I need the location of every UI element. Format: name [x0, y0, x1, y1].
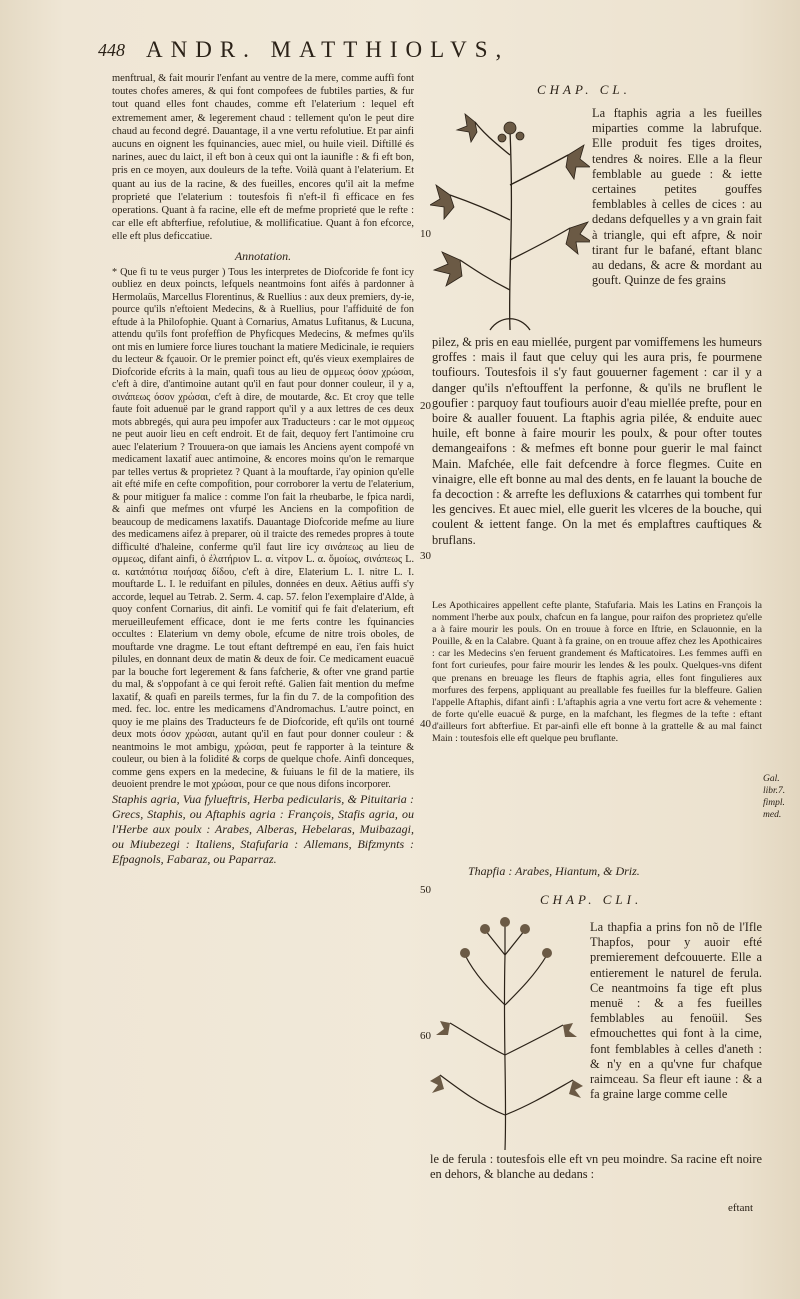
staphis-agria-woodcut: [430, 110, 590, 335]
thapsia-woodcut: [425, 915, 585, 1155]
line-number-20: 20: [420, 400, 431, 412]
chapter-151-heading: CHAP. CLI.: [540, 892, 643, 907]
line-number-50: 50: [420, 884, 431, 896]
chapter-151-text-beside-figure: La thapfia a prins fon nõ de l'Ifle Thapfos, pour y auoir efté premierement defcouuerte. Elle a entierement le naturel de ferula. Ce neantmoins fa tige eft plus menuë : & a fes fueilles femblables au fenoüil. Ses efmouchettes qui font à la cime, font femblables à celles d'aneth : & n'y en a qu'vne fur chafque raimceau. Sa fleur eft iaune : & a fa graine large comme celle: [590, 920, 762, 1102]
annotation-heading: Annotation.: [234, 248, 292, 263]
chapter-150-commentary: Les Apothicaires appellent cefte plante, Stafufaria. Mais les Latins en François la nomment l'herbe aux poulx, chafcun en fa langue, pour raifon des proprietez qu'elle a à faire mourir les pouls. On en trouue à force en Iftrie, en Sclauonnie, en la Pouille, & en la Calabre. Quant à fa graine, on en trouue affez chez les Apothicaires : car les Medecins s'en feruent grandement és Mafticatoires. Les femmes auffi en font fort curieufes, pour faire mourir les lendes & les poulx. Quelques-vns difent que prenans en breuage les fleurs de ftaphis agria, elles font fingulieres aux morfures des ferpens, appliquant au preallable fes fueilles fur la bleffeure. Galien l'appelle Aftaphis, difant ainfi : L'aftaphis agria a vne vertu fort acre & vehemente : de forte qu'elle euacuë & purge, en la mafchant, les flegmes de la tefte : eftant d'ailleurs fort abfterfiue. Et par-ainfi elle eft bonne à la grattelle & au mal fainct Main : toutesfois elle eft quelque peu bruflante.: [432, 600, 762, 745]
staphis-names: Staphis agria, Vua fylueftris, Herba pedicularis, & Pituitaria : Grecs, Staphis, ou Aftaphis agria : François, Stafis agria, ou l'Herbe aux poulx : Arabes, Alberas, Hebelaras, Muibazagi, ou Miubezegi : Italiens, Stafufaria : Allemans, Bifzmynts : Efpagnols, Fabaraz, ou Paparraz.: [112, 791, 414, 866]
chapter-151-text: le de ferula : toutesfois elle eft vn peu moindre. Sa racine eft noire en dehors, & blanche au dedans :: [430, 1152, 762, 1182]
line-number-40: 40: [420, 718, 431, 730]
chapter-150-text-beside-figure: La ftaphis agria a les fueilles miparties comme la labrufque. Elle produit fes tiges droites, tendres & noires. Elle a la fleur femblable au guede : & iette certaines petites gouffes femblables à celles de cices : au dedans defquelles y a vn grain fait à triangle, qui eft afpre, & noir tirant fur le bafané, eftant blanc au dedans, & acre & mordant au gouft. Quinze de fes grains: [592, 106, 762, 288]
line-number-30: 30: [420, 550, 431, 562]
page-number: 448: [98, 40, 125, 60]
annotation-text: * Que fi tu te veus purger ) Tous les interpretes de Diofcoride fe font icy oubliez en deux poincts, lefquels neantmoins font aifés à pardonner à Hermolaüs, Marcellus Florentinus, & Ruellius : aux deux premiers, dy-ie, pource qu'ils n'eftoient Medecins, & à Ruellius, pour l'affiduité de fon eftude à la Philofophie. Quant à Cornarius, Amatus Lufitanus, & Lucuna, attendu qu'ils font profeffion de Phyficques Medecins, & mefmes qu'ils ont mis en lumiere force liures touchant la matiere Medicinale, ie requiers du lecteur & fçauoir. Or le premier poinct eft, qu'és vieux exemplaires de Diofcoride efcrits à la main, quafi tous au lieu de σμμεως όσον χρώσαι, c'eft à dire, d'antimoine autant qu'il en faut pour donner couleur, il y a, σινάπεως όσον χρώσαι, c'eft à dire, de moutarde, &c. Et croy que telle faute foit aduenuë par le grand rapport qu'il y a aux lettres de ces deux mots abbregés, qui aura peu impofer aux Traducteurs : car le mot σμμεως ne peut auoir lieu en ceft endroit. Et de fait, dequoy fert l'antimoine cru auec l'elaterium ? Trouuera-on que iamais les Anciens ayent compofé vn medicament laxatif auec antimoine, & encores moins qu'on le remarque par telles vertus & proprietez ? Quant à la mouftarde, i'ay opinion qu'elle ait efté mife en cefte compofition, pour corroborer la vertu de l'elaterium, & pour mitiguer fa malice : comme l'on fait la rheubarbe, le fpica nardi, & ainfi que mefmes ont vfurpé les Anciens en la compofition de beaucoup de medicamens laxatifs. Dauantage Diofcoride mefme au liure des medicamens aifez à preparer, où il traicte des remedes propres à toute difficulté d'haleine, conferme qu'il faut lire icy σινάπεως au lieu de σμμεως, difant ainfi, ὁ ἐλατήριον L. α. νίτρον L. α. ὅμοίως, σινάπεως L. α. κατάπότια ποιήσας δίδου, c'eft à dire, Elaterium L. I. nitre L. I. mouftarde L. I. le reduifant en pilules, données en deux. Aëtius auffi s'y accorde, lequel au Tetrab. 2. Serm. 4. cap. 57. felon l'exemplaire d'Alde, à quoy confent Cornarius, dit ainfi. Le vomitif qui fe fait d'elaterium, eft merueilleufement efficace, dont ie me ferts contre les fquinancies occultes : Elaterium vn demy obole, efcume de nitre trois oboles, de mouftarde vne dragme. Le tout eftant deftrempé en eau, i'en fais huict pilules, en donnant deux de matin & deux de foir. Ce medicament euacuë par la bouche fort legerement & fans fafcherie, & ofter vne grand partie du mal, & s'oppofant à ce qui feroit refté. Galien fait mention du mefme laxatif, & quafi en pareils termes, fur la fin du 7. de la compofition des med. fec. loc. entre les medicamens d'Andromachus. L'autre poinct, en quoy ie me plains des Traducteurs fe de Diofcoride, eft qu'ils ont tourné deux mots όσον χρώσαι, autant qu'il en faut pour donner couleur : & neantmoins le mot ambigu, χρώσαι, peut fe rapporter à la teinture & couleur, ou bien à la folidité & corps de quelque chofe. Ainfi donceques, comme gens expers en la medecine, & fuiuans le fil de la matiere, ils deuoient prendre le mot χρώσαι, pour ce que nous difons incorporer.: [112, 266, 414, 791]
running-title: ANDR. MATTHIOLVS,: [146, 37, 510, 62]
left-top-paragraph: menftrual, & fait mourir l'enfant au ventre de la mere, comme auffi font toutes chofes ameres, & qui font compofees de fubtiles parties, & fur tout quand elles font chaudes, comme eft l'elaterium : lequel eft extremement amer, & legerement chaud : tellement qu'on le peut dire chaud au fecond degré. Dauantage, il a vne vertu refolutiue. Et par ainfi aucuns en oignent les fquinancies, auec miel, ou huile vieil. Diftillé és narines, auec du laict, il eft bon à ceux qui ont la iaunifle : & fi eft bon, pris en ce moyen, aux douleurs de la tefte. Voilà quant à l'elaterium. Et quant au ius de la racine, & des fueilles, encores qu'il ait la mefme proprieté que l'elaterium : toutesfois fi n'eft-il fi efficace en fes operations. Quant à fa racine, elle eft de mefme proprieté que le refte : car elle eft abfterfiue, refolutiue, & mollificatiue. Quant à fon efcorce, elle eft plus deficcatiue.: [112, 73, 414, 243]
line-number-10: 10: [420, 228, 431, 240]
page-header: [98, 37, 658, 70]
chapter-150-text: pilez, & pris en eau miellée, purgent par vomiffemens les humeurs groffes : mais il faut que celuy qui les aura pris, fe pourmene toufiours. Toutesfois il s'y faut gouuerner fagement : car il y a danger qu'ils n'eftouffent la perfonne, & qu'ils ne bruflent le goufier : parquoy faut toufiours auoir d'eau miellée prefte, pour en boire & aualler fouuent. La ftaphis agria pilée, & enduite auec huile, eft bonne à faire mourir les poulx, & pour ofter toutes demangeaifons : & mefmes eft bonne pour guerir le mal fainct Main. Mafchée, elle fait defcendre à force flegmes. Cuite en vinaigre, elle eft bonne au mal des dents, en fe lauant la bouche de fa decoction : & arrefte les defluxions & catarrhes qui tombent fur les gencives. Et auec miel, elle guerit les vlceres de la bouche, qui coulent & iettent fange. On la met és emplaftres cauftiques & bruflans.: [432, 335, 762, 547]
line-number-60: 60: [420, 1030, 431, 1042]
catchword: eftant: [728, 1202, 754, 1214]
thapsia-names: Thapfia : Arabes, Hiantum, & Driz.: [468, 864, 640, 878]
left-column: [112, 72, 414, 867]
margin-note: Gal. libr.7. fimpl. med.: [763, 774, 786, 820]
chapter-150-heading: CHAP. CL.: [537, 82, 631, 97]
